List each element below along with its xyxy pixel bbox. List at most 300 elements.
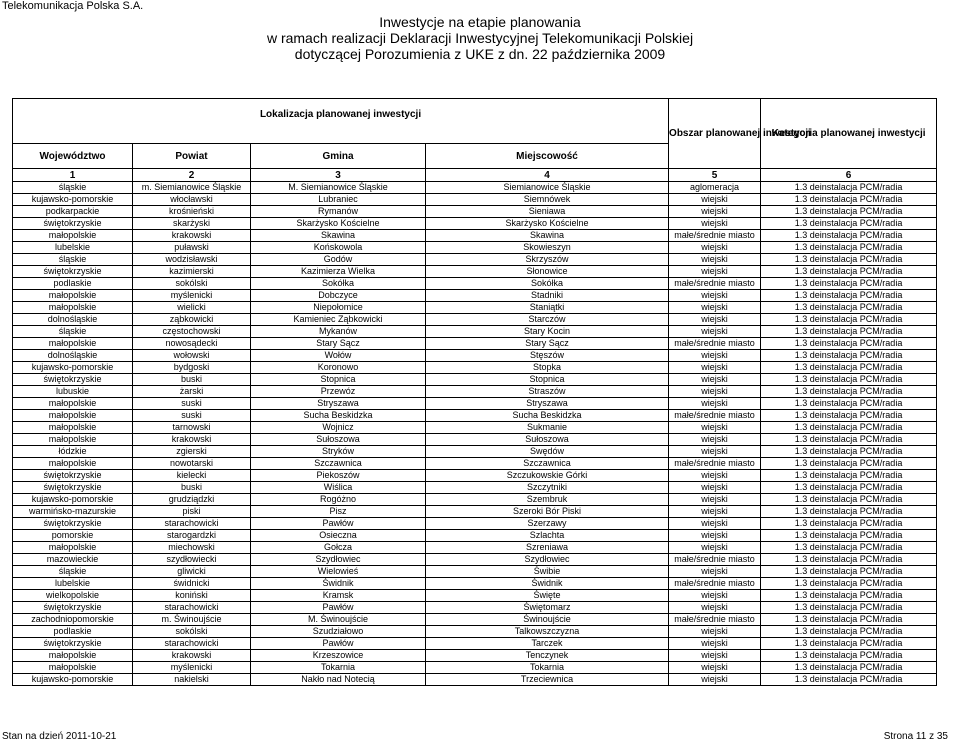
cell-commune: Pisz <box>251 506 426 518</box>
cell-area: wiejski <box>669 350 761 362</box>
table-row <box>13 410 937 422</box>
cell-county: nakielski <box>133 674 251 686</box>
cell-commune: Godów <box>251 254 426 266</box>
cell-category: 1.3 deinstalacja PCM/radia <box>761 374 937 386</box>
cell-locality: Słonowice <box>426 266 669 278</box>
cell-category: 1.3 deinstalacja PCM/radia <box>761 242 937 254</box>
cell-category: 1.3 deinstalacja PCM/radia <box>761 554 937 566</box>
cell-voivodeship: lubuskie <box>13 386 133 398</box>
cell-area: wiejski <box>669 662 761 674</box>
cell-category: 1.3 deinstalacja PCM/radia <box>761 566 937 578</box>
cell-voivodeship: małopolskie <box>13 434 133 446</box>
cell-area: małe/średnie miasto <box>669 278 761 290</box>
cell-commune: Kazimierza Wielka <box>251 266 426 278</box>
title-line: w ramach realizacji Deklaracji Inwestycyjnej Telekomunikacji Polskiej <box>266 30 694 46</box>
cell-category: 1.3 deinstalacja PCM/radia <box>761 614 937 626</box>
cell-commune: Niepołomice <box>251 302 426 314</box>
cell-locality: Siemianowice Śląskie <box>426 182 669 194</box>
cell-locality: Trzeciewnica <box>426 674 669 686</box>
cell-commune: Rogóżno <box>251 494 426 506</box>
cell-commune: Stary Sącz <box>251 338 426 350</box>
cell-commune: Wojnicz <box>251 422 426 434</box>
cell-voivodeship: podlaskie <box>13 278 133 290</box>
table-row <box>13 254 937 266</box>
cell-category: 1.3 deinstalacja PCM/radia <box>761 362 937 374</box>
cell-commune: Piekoszów <box>251 470 426 482</box>
cell-voivodeship: małopolskie <box>13 542 133 554</box>
cell-locality: Skrzyszów <box>426 254 669 266</box>
cell-county: koniński <box>133 590 251 602</box>
cell-commune: Osieczna <box>251 530 426 542</box>
cell-locality: Szczukowskie Górki <box>426 470 669 482</box>
location-group-header: Lokalizacja planowanej inwestycji <box>13 99 669 144</box>
cell-commune: Szydłowiec <box>251 554 426 566</box>
table-row <box>13 230 937 242</box>
column-header-commune: Gmina <box>251 144 426 169</box>
table-row <box>13 662 937 674</box>
cell-voivodeship: małopolskie <box>13 230 133 242</box>
cell-category: 1.3 deinstalacja PCM/radia <box>761 458 937 470</box>
cell-commune: Skawina <box>251 230 426 242</box>
cell-voivodeship: małopolskie <box>13 398 133 410</box>
column-header-voivodeship: Województwo <box>13 144 133 169</box>
column-number: 1 <box>13 169 133 182</box>
table-row <box>13 194 937 206</box>
cell-locality: Świętomarz <box>426 602 669 614</box>
cell-locality: Swędów <box>426 446 669 458</box>
cell-voivodeship: małopolskie <box>13 410 133 422</box>
cell-category: 1.3 deinstalacja PCM/radia <box>761 206 937 218</box>
table-row <box>13 614 937 626</box>
cell-county: starachowicki <box>133 602 251 614</box>
table-row <box>13 290 937 302</box>
cell-commune: Stryszawa <box>251 398 426 410</box>
cell-locality: Starczów <box>426 314 669 326</box>
table-row <box>13 218 937 230</box>
cell-voivodeship: świętokrzyskie <box>13 266 133 278</box>
cell-voivodeship: małopolskie <box>13 458 133 470</box>
table-row <box>13 650 937 662</box>
column-header-locality: Miejscowość <box>426 144 669 169</box>
cell-category: 1.3 deinstalacja PCM/radia <box>761 506 937 518</box>
table-row <box>13 674 937 686</box>
cell-area: wiejski <box>669 206 761 218</box>
cell-voivodeship: małopolskie <box>13 650 133 662</box>
title-line: dotyczącej Porozumienia z UKE z dn. 22 października 2009 <box>294 46 666 62</box>
cell-category: 1.3 deinstalacja PCM/radia <box>761 326 937 338</box>
table-row <box>13 422 937 434</box>
cell-locality: Świbie <box>426 566 669 578</box>
cell-category: 1.3 deinstalacja PCM/radia <box>761 290 937 302</box>
table-row <box>13 542 937 554</box>
table-row <box>13 458 937 470</box>
cell-county: krakowski <box>133 230 251 242</box>
table-row <box>13 386 937 398</box>
cell-voivodeship: świętokrzyskie <box>13 470 133 482</box>
cell-locality: Sucha Beskidzka <box>426 410 669 422</box>
cell-county: krakowski <box>133 434 251 446</box>
document-title <box>0 14 960 62</box>
cell-area: wiejski <box>669 386 761 398</box>
cell-county: starachowicki <box>133 518 251 530</box>
cell-locality: Szeroki Bór Piski <box>426 506 669 518</box>
cell-area: wiejski <box>669 518 761 530</box>
cell-commune: Kramsk <box>251 590 426 602</box>
column-number: 2 <box>133 169 251 182</box>
cell-voivodeship: świętokrzyskie <box>13 374 133 386</box>
cell-area: wiejski <box>669 566 761 578</box>
cell-category: 1.3 deinstalacja PCM/radia <box>761 182 937 194</box>
cell-voivodeship: warmińsko-mazurskie <box>13 506 133 518</box>
cell-locality: Świdnik <box>426 578 669 590</box>
column-number: 3 <box>251 169 426 182</box>
cell-area: aglomeracja <box>669 182 761 194</box>
cell-category: 1.3 deinstalacja PCM/radia <box>761 386 937 398</box>
cell-county: częstochowski <box>133 326 251 338</box>
report-date: Stan na dzień 2011-10-21 <box>2 731 117 742</box>
cell-category: 1.3 deinstalacja PCM/radia <box>761 434 937 446</box>
cell-commune: Rymanów <box>251 206 426 218</box>
cell-commune: Koronowo <box>251 362 426 374</box>
cell-county: włocławski <box>133 194 251 206</box>
cell-locality: Tarczek <box>426 638 669 650</box>
cell-area: wiejski <box>669 326 761 338</box>
column-header-area: Obszar planowanej inwestycji <box>669 99 761 169</box>
cell-locality: Stary Sącz <box>426 338 669 350</box>
page-number: Strona 11 z 35 <box>883 731 948 742</box>
cell-area: wiejski <box>669 290 761 302</box>
cell-county: suski <box>133 410 251 422</box>
table-row <box>13 494 937 506</box>
cell-voivodeship: małopolskie <box>13 338 133 350</box>
cell-locality: Stryszawa <box>426 398 669 410</box>
table-row <box>13 506 937 518</box>
cell-locality: Skawina <box>426 230 669 242</box>
cell-county: krośnieński <box>133 206 251 218</box>
table-header <box>13 99 937 182</box>
cell-area: wiejski <box>669 638 761 650</box>
table-row <box>13 338 937 350</box>
cell-voivodeship: świętokrzyskie <box>13 518 133 530</box>
table-row <box>13 482 937 494</box>
cell-area: wiejski <box>669 422 761 434</box>
cell-county: żarski <box>133 386 251 398</box>
column-header-county: Powiat <box>133 144 251 169</box>
cell-locality: Straszów <box>426 386 669 398</box>
cell-voivodeship: małopolskie <box>13 422 133 434</box>
cell-voivodeship: małopolskie <box>13 662 133 674</box>
cell-voivodeship: śląskie <box>13 254 133 266</box>
cell-area: wiejski <box>669 254 761 266</box>
cell-area: wiejski <box>669 218 761 230</box>
cell-voivodeship: lubelskie <box>13 578 133 590</box>
cell-area: wiejski <box>669 446 761 458</box>
cell-area: wiejski <box>669 602 761 614</box>
table-row <box>13 398 937 410</box>
cell-area: wiejski <box>669 242 761 254</box>
cell-commune: Szczawnica <box>251 458 426 470</box>
cell-area: wiejski <box>669 470 761 482</box>
cell-area: małe/średnie miasto <box>669 338 761 350</box>
cell-voivodeship: dolnośląskie <box>13 314 133 326</box>
cell-county: suski <box>133 398 251 410</box>
table-row <box>13 326 937 338</box>
cell-area: wiejski <box>669 494 761 506</box>
cell-voivodeship: lubelskie <box>13 242 133 254</box>
cell-area: wiejski <box>669 542 761 554</box>
cell-category: 1.3 deinstalacja PCM/radia <box>761 674 937 686</box>
cell-area: małe/średnie miasto <box>669 410 761 422</box>
table-row <box>13 434 937 446</box>
cell-county: wołowski <box>133 350 251 362</box>
cell-county: puławski <box>133 242 251 254</box>
cell-county: kazimierski <box>133 266 251 278</box>
cell-county: myślenicki <box>133 662 251 674</box>
cell-area: wiejski <box>669 302 761 314</box>
cell-locality: Szydłowiec <box>426 554 669 566</box>
table-row <box>13 578 937 590</box>
cell-locality: Szczytniki <box>426 482 669 494</box>
cell-county: piski <box>133 506 251 518</box>
cell-locality: Staniątki <box>426 302 669 314</box>
cell-commune: Pawłów <box>251 638 426 650</box>
cell-category: 1.3 deinstalacja PCM/radia <box>761 602 937 614</box>
cell-voivodeship: śląskie <box>13 326 133 338</box>
column-header-category: Kategoria planowanej inwestycji <box>761 99 937 169</box>
cell-locality: Sukmanie <box>426 422 669 434</box>
table-row <box>13 266 937 278</box>
cell-area: wiejski <box>669 434 761 446</box>
table-row <box>13 554 937 566</box>
cell-commune: Sułoszowa <box>251 434 426 446</box>
cell-commune: Pawłów <box>251 518 426 530</box>
cell-locality: Stopnica <box>426 374 669 386</box>
cell-commune: Sokółka <box>251 278 426 290</box>
cell-locality: Sieniawa <box>426 206 669 218</box>
cell-county: grudziądzki <box>133 494 251 506</box>
cell-area: małe/średnie miasto <box>669 614 761 626</box>
cell-commune: Skarżysko Kościelne <box>251 218 426 230</box>
cell-area: wiejski <box>669 482 761 494</box>
cell-voivodeship: kujawsko-pomorskie <box>13 194 133 206</box>
cell-commune: Sucha Beskidzka <box>251 410 426 422</box>
cell-voivodeship: świętokrzyskie <box>13 218 133 230</box>
cell-commune: M. Świnoujście <box>251 614 426 626</box>
cell-locality: Tokarnia <box>426 662 669 674</box>
cell-county: starogardzki <box>133 530 251 542</box>
cell-locality: Stadniki <box>426 290 669 302</box>
cell-category: 1.3 deinstalacja PCM/radia <box>761 542 937 554</box>
cell-commune: Lubraniec <box>251 194 426 206</box>
cell-county: buski <box>133 482 251 494</box>
cell-voivodeship: świętokrzyskie <box>13 602 133 614</box>
cell-locality: Świnoujście <box>426 614 669 626</box>
column-number: 5 <box>669 169 761 182</box>
cell-commune: Pawłów <box>251 602 426 614</box>
cell-category: 1.3 deinstalacja PCM/radia <box>761 590 937 602</box>
cell-category: 1.3 deinstalacja PCM/radia <box>761 470 937 482</box>
cell-voivodeship: kujawsko-pomorskie <box>13 362 133 374</box>
column-number: 4 <box>426 169 669 182</box>
cell-locality: Skowieszyn <box>426 242 669 254</box>
cell-category: 1.3 deinstalacja PCM/radia <box>761 338 937 350</box>
cell-county: starachowicki <box>133 638 251 650</box>
cell-category: 1.3 deinstalacja PCM/radia <box>761 578 937 590</box>
company-name: Telekomunikacja Polska S.A. <box>2 0 144 12</box>
table-row <box>13 242 937 254</box>
cell-area: wiejski <box>669 266 761 278</box>
cell-commune: Stopnica <box>251 374 426 386</box>
cell-category: 1.3 deinstalacja PCM/radia <box>761 254 937 266</box>
cell-locality: Talkowszczyzna <box>426 626 669 638</box>
cell-area: wiejski <box>669 194 761 206</box>
cell-voivodeship: łódzkie <box>13 446 133 458</box>
cell-area: wiejski <box>669 626 761 638</box>
table-row <box>13 518 937 530</box>
cell-category: 1.3 deinstalacja PCM/radia <box>761 194 937 206</box>
cell-locality: Stary Kocin <box>426 326 669 338</box>
cell-voivodeship: świętokrzyskie <box>13 482 133 494</box>
cell-commune: Wielowieś <box>251 566 426 578</box>
cell-voivodeship: wielkopolskie <box>13 590 133 602</box>
cell-county: wodzisławski <box>133 254 251 266</box>
table-row <box>13 302 937 314</box>
cell-voivodeship: mazowieckie <box>13 554 133 566</box>
cell-voivodeship: kujawsko-pomorskie <box>13 674 133 686</box>
cell-voivodeship: małopolskie <box>13 302 133 314</box>
cell-category: 1.3 deinstalacja PCM/radia <box>761 218 937 230</box>
cell-locality: Święte <box>426 590 669 602</box>
cell-county: m. Świnoujście <box>133 614 251 626</box>
cell-commune: Wołów <box>251 350 426 362</box>
cell-county: ząbkowicki <box>133 314 251 326</box>
cell-commune: Kamieniec Ząbkowicki <box>251 314 426 326</box>
cell-commune: Przewóz <box>251 386 426 398</box>
cell-locality: Szreniawa <box>426 542 669 554</box>
cell-area: małe/średnie miasto <box>669 554 761 566</box>
cell-county: krakowski <box>133 650 251 662</box>
table-row <box>13 590 937 602</box>
cell-county: kielecki <box>133 470 251 482</box>
cell-category: 1.3 deinstalacja PCM/radia <box>761 494 937 506</box>
cell-locality: Tenczynek <box>426 650 669 662</box>
cell-voivodeship: śląskie <box>13 182 133 194</box>
cell-category: 1.3 deinstalacja PCM/radia <box>761 302 937 314</box>
cell-county: wielicki <box>133 302 251 314</box>
cell-category: 1.3 deinstalacja PCM/radia <box>761 662 937 674</box>
cell-commune: Gołcza <box>251 542 426 554</box>
cell-area: wiejski <box>669 506 761 518</box>
cell-voivodeship: dolnośląskie <box>13 350 133 362</box>
table-row <box>13 446 937 458</box>
cell-locality: Szembruk <box>426 494 669 506</box>
cell-voivodeship: pomorskie <box>13 530 133 542</box>
cell-locality: Szczawnica <box>426 458 669 470</box>
cell-county: myślenicki <box>133 290 251 302</box>
cell-category: 1.3 deinstalacja PCM/radia <box>761 410 937 422</box>
table-row <box>13 182 937 194</box>
cell-locality: Stopka <box>426 362 669 374</box>
table-row <box>13 530 937 542</box>
cell-county: sokólski <box>133 278 251 290</box>
cell-area: małe/średnie miasto <box>669 230 761 242</box>
table-row <box>13 350 937 362</box>
cell-county: nowosądecki <box>133 338 251 350</box>
cell-voivodeship: kujawsko-pomorskie <box>13 494 133 506</box>
table-row <box>13 314 937 326</box>
cell-category: 1.3 deinstalacja PCM/radia <box>761 314 937 326</box>
cell-county: m. Siemianowice Śląskie <box>133 182 251 194</box>
cell-category: 1.3 deinstalacja PCM/radia <box>761 398 937 410</box>
investment-table <box>12 98 937 686</box>
cell-area: wiejski <box>669 590 761 602</box>
cell-locality: Sułoszowa <box>426 434 669 446</box>
cell-category: 1.3 deinstalacja PCM/radia <box>761 266 937 278</box>
title-line: Inwestycje na etapie planowania <box>379 14 581 30</box>
cell-area: wiejski <box>669 374 761 386</box>
cell-area: wiejski <box>669 362 761 374</box>
cell-category: 1.3 deinstalacja PCM/radia <box>761 230 937 242</box>
cell-county: tarnowski <box>133 422 251 434</box>
cell-area: małe/średnie miasto <box>669 458 761 470</box>
cell-county: świdnicki <box>133 578 251 590</box>
table-body <box>13 182 937 686</box>
table-row <box>13 362 937 374</box>
cell-voivodeship: zachodniopomorskie <box>13 614 133 626</box>
column-number: 6 <box>761 169 937 182</box>
cell-commune: Szudziałowo <box>251 626 426 638</box>
cell-commune: Stryków <box>251 446 426 458</box>
cell-county: buski <box>133 374 251 386</box>
cell-commune: Mykanów <box>251 326 426 338</box>
cell-area: wiejski <box>669 530 761 542</box>
cell-county: zgierski <box>133 446 251 458</box>
cell-voivodeship: śląskie <box>13 566 133 578</box>
cell-commune: Dobczyce <box>251 290 426 302</box>
cell-county: nowotarski <box>133 458 251 470</box>
cell-county: gliwicki <box>133 566 251 578</box>
cell-area: wiejski <box>669 314 761 326</box>
cell-commune: Wiślica <box>251 482 426 494</box>
cell-category: 1.3 deinstalacja PCM/radia <box>761 638 937 650</box>
cell-voivodeship: świętokrzyskie <box>13 638 133 650</box>
cell-locality: Szerzawy <box>426 518 669 530</box>
cell-locality: Siemnówek <box>426 194 669 206</box>
cell-county: bydgoski <box>133 362 251 374</box>
cell-area: wiejski <box>669 398 761 410</box>
cell-county: szydłowiecki <box>133 554 251 566</box>
cell-county: sokólski <box>133 626 251 638</box>
cell-category: 1.3 deinstalacja PCM/radia <box>761 626 937 638</box>
cell-category: 1.3 deinstalacja PCM/radia <box>761 530 937 542</box>
cell-area: wiejski <box>669 674 761 686</box>
table-row <box>13 626 937 638</box>
cell-category: 1.3 deinstalacja PCM/radia <box>761 446 937 458</box>
cell-locality: Stęszów <box>426 350 669 362</box>
cell-commune: Krzeszowice <box>251 650 426 662</box>
cell-voivodeship: podlaskie <box>13 626 133 638</box>
cell-locality: Szlachta <box>426 530 669 542</box>
cell-category: 1.3 deinstalacja PCM/radia <box>761 518 937 530</box>
cell-category: 1.3 deinstalacja PCM/radia <box>761 278 937 290</box>
table-row <box>13 206 937 218</box>
table-row <box>13 470 937 482</box>
cell-county: skarżyski <box>133 218 251 230</box>
table-row <box>13 638 937 650</box>
cell-county: miechowski <box>133 542 251 554</box>
cell-category: 1.3 deinstalacja PCM/radia <box>761 350 937 362</box>
cell-area: wiejski <box>669 650 761 662</box>
